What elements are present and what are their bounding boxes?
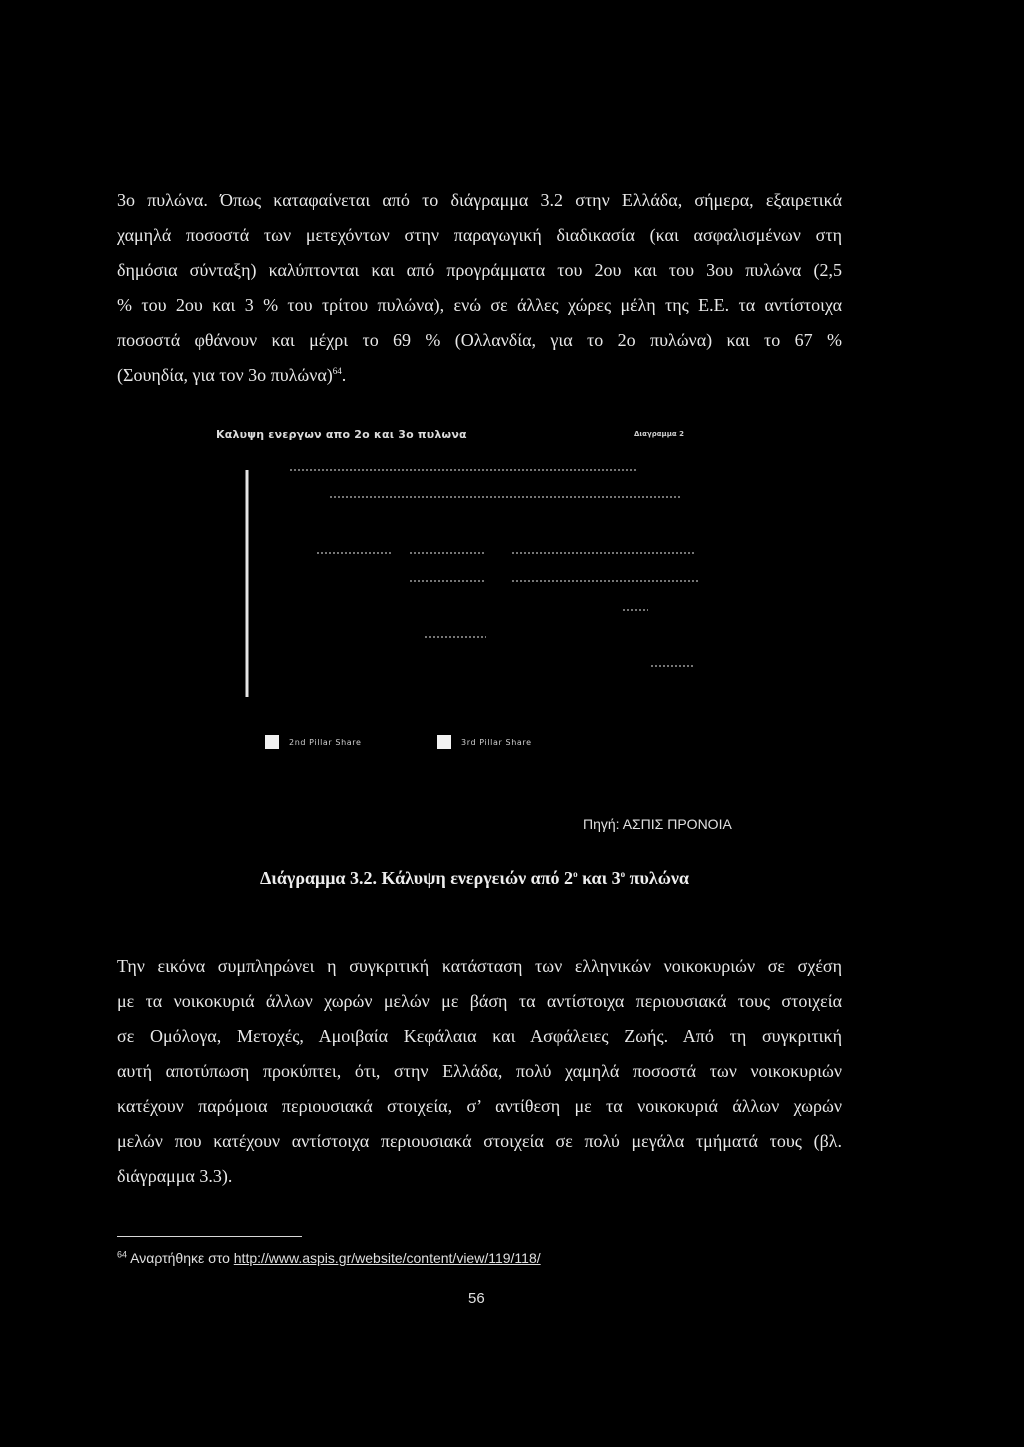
text-line: μελών που κατέχουν αντίστοιχα περιουσιακά στοιχεία σε πολύ μεγάλα τμήματά τους (βλ. [117, 1131, 842, 1151]
text-line: Την εικόνα συμπληρώνει η συγκριτική κατάσταση των ελληνικών νοικοκυριών σε σχέση [117, 956, 842, 976]
caption-mid: και 3 [577, 868, 621, 888]
legend-swatch [437, 735, 451, 749]
chart-title: Καλυψη ενεργων απο 2ο και 3ο πυλωνα [216, 428, 467, 441]
page-number: 56 [468, 1290, 485, 1307]
footnote-rule [117, 1236, 302, 1237]
legend-2nd-pillar [265, 735, 362, 749]
footnote [117, 1250, 541, 1266]
caption-sup: ο [620, 869, 626, 879]
legend-label: 2nd Pillar Share [289, 737, 362, 747]
text-line: με τα νοικοκυριά άλλων χωρών μελών με βάση τα αντίστοιχα περιουσιακά τους στοιχεία [117, 991, 842, 1011]
chart-tag: Διαγραμμα 2 [634, 430, 684, 438]
text-line-last-end: . [341, 365, 347, 385]
text-line: χαμηλά ποσοστά των μετεχόντων στην παραγωγική διαδικασία (και ασφαλισμένων στη [117, 225, 842, 245]
caption-prefix: Διάγραμμα 3.2. Κάλυψη ενεργειών από 2 [260, 868, 574, 888]
text-line: κατέχουν παρόμοια περιουσιακά στοιχεία, σ’ αντίθεση με τα νοικοκυριά άλλων χωρών [117, 1096, 842, 1116]
text-line: ποσοστά φθάνουν και μέχρι το 69 % (Ολλανδία, για το 2ο πυλώνα) και το 67 % [117, 330, 842, 350]
gridlines [290, 470, 699, 666]
footnote-number: 64 [117, 1249, 128, 1260]
caption-sup: ο [573, 869, 578, 879]
text-line: αυτή αποτύπωση προκύπτει, ότι, στην Ελλάδα, πολύ χαμηλά ποσοστά των νοικοκυριών [117, 1061, 842, 1081]
text-line: % του 2ου και 3 % του τρίτου πυλώνα), ενώ σε άλλες χώρες μέλη της Ε.Ε. τα αντίστοιχα [117, 295, 842, 315]
chart-source: Πηγή: ΑΣΠΙΣ ΠΡΟΝΟΙΑ [583, 816, 732, 832]
text-line: 3ο πυλώνα. Όπως καταφαίνεται από το διάγραμμα 3.2 στην Ελλάδα, σήμερα, εξαιρετικά [117, 190, 842, 210]
legend-swatch [265, 735, 279, 749]
text-line: δημόσια σύνταξη) καλύπτονται και από προγράμματα του 2ου και του 3ου πυλώνα (2,5 [117, 260, 842, 280]
text-line: σε Ομόλογα, Μετοχές, Αμοιβαία Κεφάλαια και Ασφάλειες Ζωής. Από τη συγκριτική [117, 1026, 842, 1046]
body-paragraph-2 [117, 949, 842, 1194]
caption-suffix: πυλώνα [625, 868, 689, 888]
footnote-link[interactable]: http://www.aspis.gr/website/content/view/119/118/ [233, 1250, 541, 1266]
legend-3rd-pillar [437, 735, 532, 749]
text-line-last: διάγραμμα 3.3). [117, 1166, 233, 1186]
legend-label: 3rd Pillar Share [461, 737, 532, 747]
footnote-text: Αναρτήθηκε στο [130, 1250, 234, 1266]
text-line-last-body: (Σουηδία, για τον 3ο πυλώνα) [117, 365, 333, 385]
figure-caption [260, 868, 689, 889]
footnote-ref[interactable]: 64 [332, 366, 342, 376]
